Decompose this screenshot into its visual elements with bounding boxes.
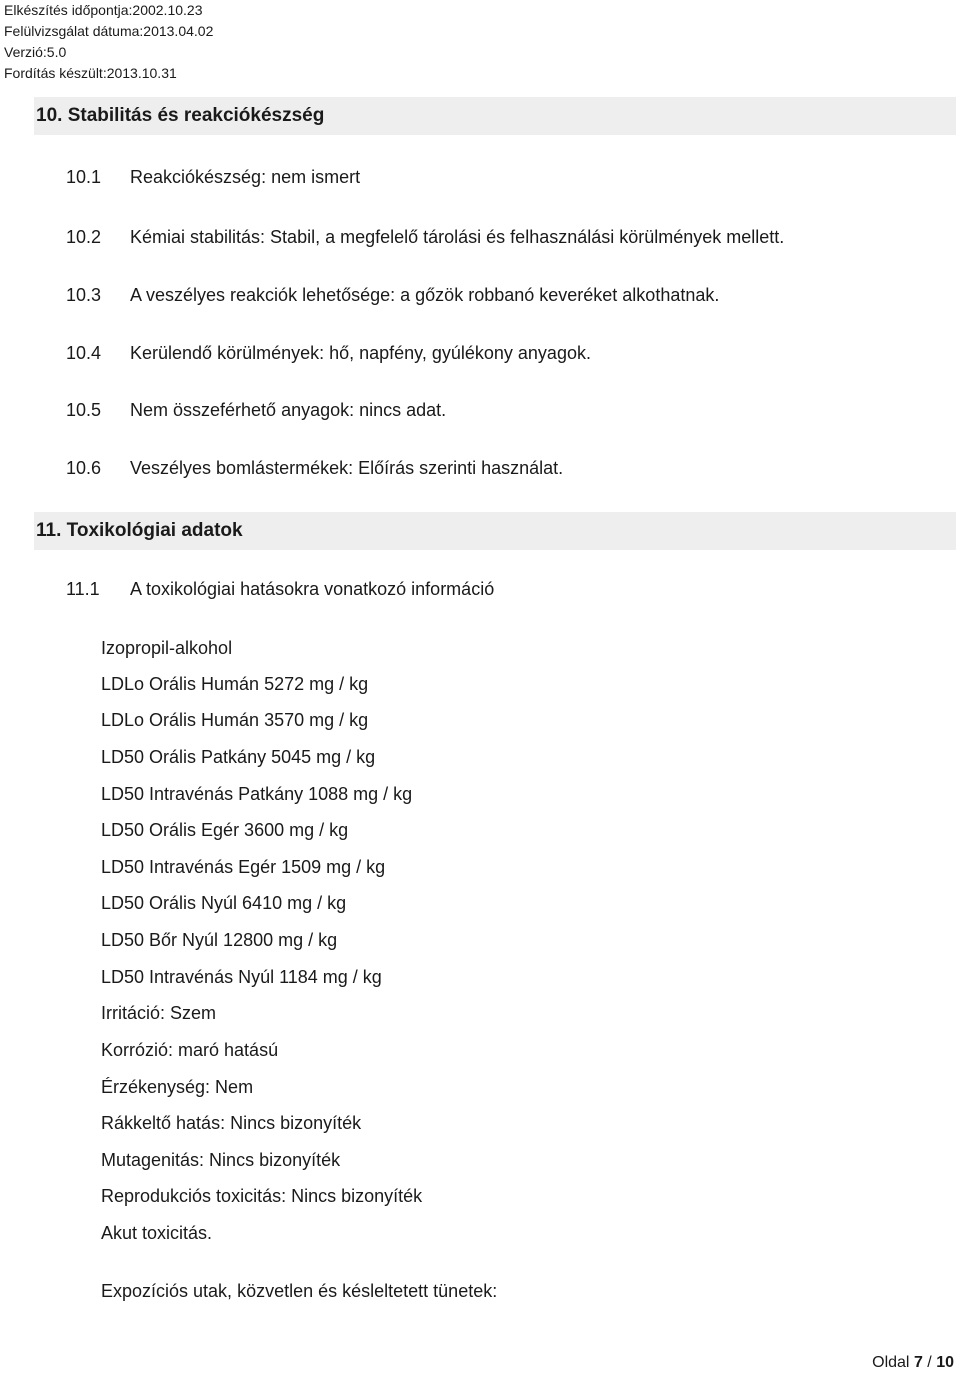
tox-line: LD50 Intravénás Nyúl 1184 mg / kg bbox=[101, 967, 382, 987]
created-date: Elkészítés időpontja:2002.10.23 bbox=[4, 2, 203, 18]
substance-name: Izopropil-alkohol bbox=[101, 638, 233, 658]
list-item bbox=[66, 398, 446, 422]
current-page: 7 bbox=[913, 1354, 923, 1371]
list-item bbox=[66, 283, 719, 307]
tox-line: LD50 Orális Patkány 5045 mg / kg bbox=[101, 747, 376, 767]
list-item bbox=[66, 577, 494, 601]
tox-line: Rákkeltő hatás: Nincs bizonyíték bbox=[101, 1113, 362, 1133]
tox-line: Korrózió: maró hatású bbox=[101, 1040, 279, 1060]
section-10-heading bbox=[34, 97, 956, 135]
tox-line: LDLo Orális Humán 3570 mg / kg bbox=[101, 710, 369, 730]
tox-line: Érzékenység: Nem bbox=[101, 1077, 254, 1097]
item-number: 10.5 bbox=[66, 400, 102, 420]
total-pages: 10 bbox=[936, 1354, 954, 1371]
item-text: Reakciókészség: nem ismert bbox=[130, 167, 361, 187]
item-number: 10.3 bbox=[66, 285, 102, 305]
tox-line: Akut toxicitás. bbox=[101, 1223, 213, 1243]
tox-line: Mutagenitás: Nincs bizonyíték bbox=[101, 1150, 341, 1170]
item-text: A veszélyes reakciók lehetősége: a gőzök robbanó keveréket alkothatnak. bbox=[130, 285, 720, 305]
item-number: 10.6 bbox=[66, 458, 102, 478]
tox-line: Irritáció: Szem bbox=[101, 1003, 217, 1023]
tox-line: LD50 Intravénás Patkány 1088 mg / kg bbox=[101, 784, 413, 804]
version: Verzió:5.0 bbox=[4, 44, 67, 60]
tox-line: LD50 Orális Egér 3600 mg / kg bbox=[101, 820, 349, 840]
revision-date: Felülvizsgálat dátuma:2013.04.02 bbox=[4, 23, 214, 39]
tox-line: LD50 Orális Nyúl 6410 mg / kg bbox=[101, 893, 347, 913]
item-text: Kerülendő körülmények: hő, napfény, gyúlékony anyagok. bbox=[130, 343, 591, 363]
item-number: 10.4 bbox=[66, 343, 102, 363]
list-item bbox=[66, 165, 360, 189]
page-separator: / bbox=[927, 1354, 932, 1371]
page-label: Oldal bbox=[872, 1354, 910, 1371]
item-text: Veszélyes bomlástermékek: Előírás szerinti használat. bbox=[130, 458, 564, 478]
tox-line: LD50 Bőr Nyúl 12800 mg / kg bbox=[101, 930, 338, 950]
translation-date: Fordítás készült:2013.10.31 bbox=[4, 65, 177, 81]
exposure-heading: Expozíciós utak, közvetlen és késleltetett tünetek: bbox=[101, 1281, 498, 1301]
list-item bbox=[66, 456, 563, 480]
tox-line: LDLo Orális Humán 5272 mg / kg bbox=[101, 674, 369, 694]
list-item bbox=[66, 225, 784, 249]
section-10-title: 10. Stabilitás és reakciókészség bbox=[36, 105, 325, 126]
list-item bbox=[66, 341, 591, 365]
item-text: A toxikológiai hatásokra vonatkozó információ bbox=[130, 579, 495, 599]
item-number: 10.1 bbox=[66, 167, 102, 187]
item-number: 11.1 bbox=[66, 579, 100, 599]
section-11-title: 11. Toxikológiai adatok bbox=[36, 520, 243, 541]
document-header bbox=[4, 0, 213, 84]
item-text: Kémiai stabilitás: Stabil, a megfelelő tárolási és felhasználási körülmények mellett. bbox=[130, 227, 785, 247]
section-11-heading bbox=[34, 512, 956, 550]
item-text: Nem összeférhető anyagok: nincs adat. bbox=[130, 400, 447, 420]
page-number bbox=[872, 1352, 954, 1374]
item-number: 10.2 bbox=[66, 227, 102, 247]
tox-line: Reprodukciós toxicitás: Nincs bizonyíték bbox=[101, 1186, 423, 1206]
tox-line: LD50 Intravénás Egér 1509 mg / kg bbox=[101, 857, 386, 877]
